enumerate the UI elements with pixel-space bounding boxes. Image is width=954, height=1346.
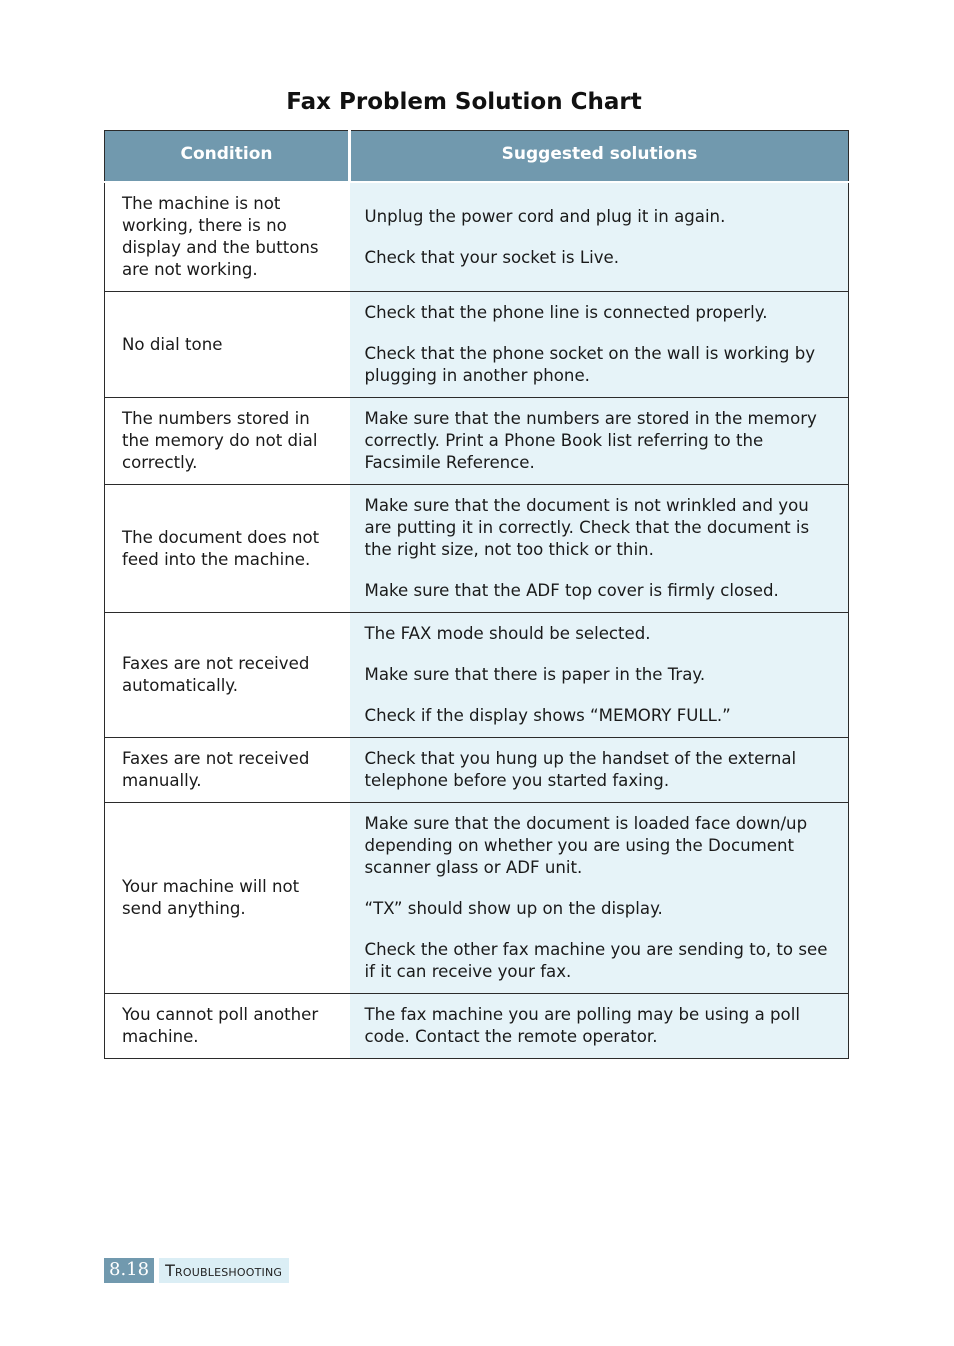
column-header-condition: Condition: [105, 131, 350, 183]
solution-text: Make sure that the document is not wrinkled and you are putting it in correctly. Check that the document is the right size, not too thick or thin.: [364, 496, 810, 559]
solution-text: Unplug the power cord and plug it in again.: [364, 206, 726, 226]
solution-text: Check if the display shows “MEMORY FULL.”: [364, 706, 731, 725]
solution-text: The FAX mode should be selected.: [364, 624, 651, 643]
table-row: [105, 738, 849, 803]
solution-cell: [350, 182, 849, 292]
table-row: [105, 398, 849, 485]
solution-text: Make sure that the ADF top cover is firmly closed.: [364, 581, 779, 600]
table-row: [105, 292, 849, 398]
condition-cell: No dial tone: [105, 292, 350, 398]
solution-text: Make sure that the numbers are stored in the memory correctly. Print a Phone Book list referring to the Facsimile Reference.: [364, 409, 817, 472]
condition-cell: The numbers stored in the memory do not dial correctly.: [105, 398, 350, 485]
solution-cell: [350, 994, 849, 1059]
solution-table: [104, 130, 849, 1059]
solution-cell: [350, 803, 849, 994]
table-body: [105, 182, 849, 1059]
page-number: 8.18: [104, 1258, 154, 1283]
solution-text: Make sure that there is paper in the Tray.: [364, 665, 706, 684]
solution-cell: [350, 485, 849, 613]
condition-cell: Your machine will not send anything.: [105, 803, 350, 994]
solution-text: Check the other fax machine you are sending to, to see if it can receive your fax.: [364, 940, 828, 981]
column-header-solutions: Suggested solutions: [350, 131, 849, 183]
solution-cell: [350, 292, 849, 398]
solution-text: Check that the phone line is connected properly.: [364, 303, 768, 322]
condition-cell: Faxes are not received manually.: [105, 738, 350, 803]
page-footer: [104, 1258, 289, 1283]
solution-cell: [350, 398, 849, 485]
solution-text: “TX” should show up on the display.: [364, 899, 663, 918]
page-title: Fax Problem Solution Chart: [286, 89, 642, 116]
table-row: [105, 613, 849, 738]
table-header-row: [105, 131, 849, 183]
table-row: [105, 182, 849, 292]
solution-table-container: [104, 130, 848, 1059]
table-row: [105, 803, 849, 994]
condition-cell: The machine is not working, there is no display and the buttons are not working.: [105, 182, 350, 292]
condition-cell: The document does not feed into the machine.: [105, 485, 350, 613]
solution-text: Make sure that the document is loaded face down/up depending on whether you are using the Document scanner glass or ADF unit.: [364, 814, 808, 877]
section-name: Troubleshooting: [159, 1258, 289, 1283]
table-row: [105, 994, 849, 1059]
solution-cell: [350, 738, 849, 803]
solution-text: Check that you hung up the handset of the external telephone before you started faxing.: [364, 749, 797, 790]
solution-text: Check that your socket is Live.: [364, 247, 619, 267]
table-row: [105, 485, 849, 613]
solution-text: Check that the phone socket on the wall is working by plugging in another phone.: [364, 344, 816, 385]
condition-cell: Faxes are not received automatically.: [105, 613, 350, 738]
condition-cell: You cannot poll another machine.: [105, 994, 350, 1059]
solution-cell: [350, 613, 849, 738]
solution-text: The fax machine you are polling may be using a poll code. Contact the remote operator.: [364, 1005, 800, 1046]
